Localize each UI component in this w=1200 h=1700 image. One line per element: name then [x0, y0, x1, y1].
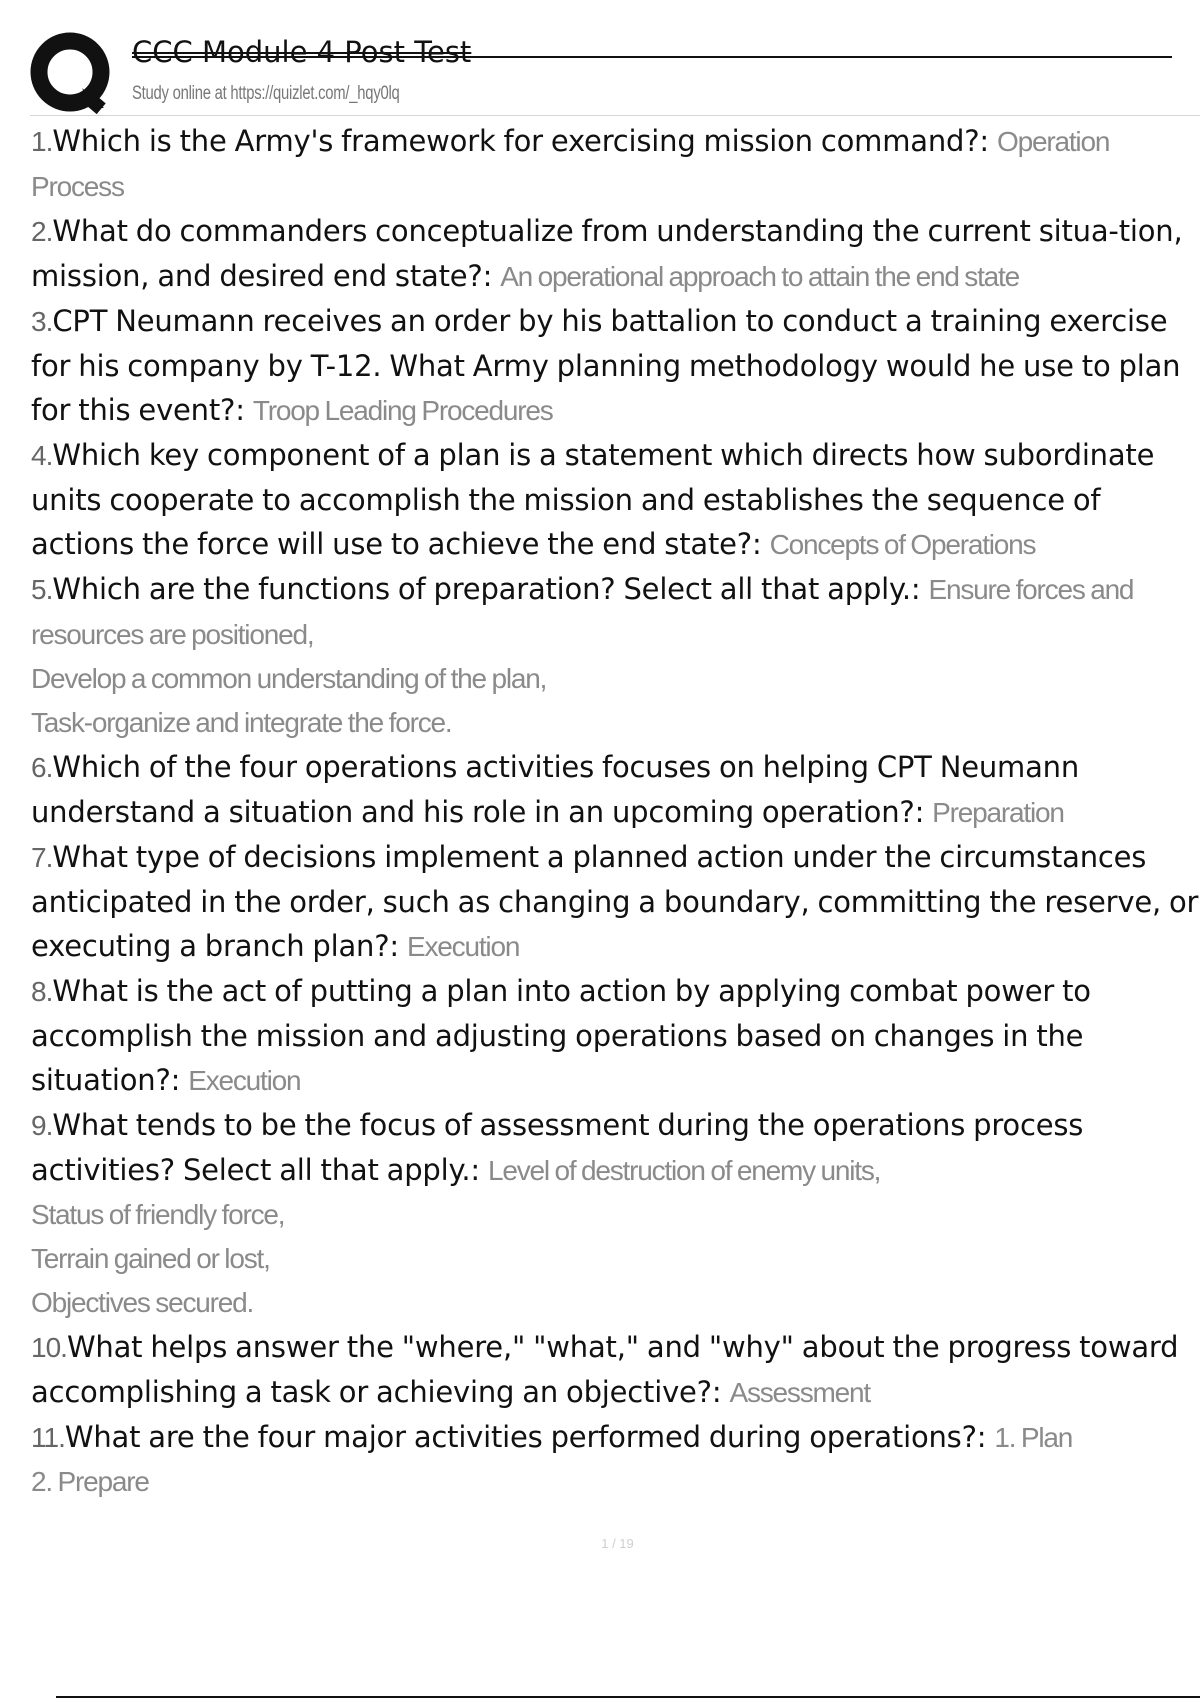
question-number: 4.: [31, 440, 53, 471]
answer-text: Objectives secured.: [31, 1287, 254, 1318]
answer-text: Terrain gained or lost,: [31, 1243, 270, 1274]
answer-text: Execution: [188, 1065, 301, 1096]
quizlet-logo-icon: [30, 32, 142, 118]
answer-text: An operational approach to attain the end state: [500, 261, 1020, 292]
question-item: [31, 119, 1200, 209]
answer-text: Ensure forces and resources are positioned,: [31, 574, 1134, 650]
question-item: [31, 1325, 1200, 1415]
question-number: 7.: [31, 842, 53, 873]
question-number: 10.: [31, 1332, 67, 1363]
answer-text: 1. Plan: [994, 1422, 1073, 1453]
answer-text: Status of friendly force,: [31, 1199, 285, 1230]
answer-text: 2. Prepare: [31, 1466, 149, 1497]
answer-text: Task-organize and integrate the force.: [31, 707, 452, 738]
answer-text: Level of destruction of enemy units,: [487, 1155, 881, 1186]
question-item: [31, 1415, 1200, 1504]
question-text: Which is the Army's framework for exercising mission command?:: [52, 124, 989, 158]
title-rule: [132, 56, 1172, 58]
question-text: What tends to be the focus of assessment during the operations process activities? Select all that apply.:: [31, 1108, 1084, 1187]
answer-text: Troop Leading Procedures: [252, 395, 553, 426]
question-number: 3.: [31, 306, 53, 337]
question-item: [31, 835, 1200, 969]
answer-text: Preparation: [932, 797, 1064, 828]
answer-text: Concepts of Operations: [769, 529, 1036, 560]
question-item: [31, 1103, 1200, 1325]
question-item: [31, 745, 1200, 835]
question-text: What is the act of putting a plan into action by applying combat power to accomplish the mission and adjusting operations based on changes in the situation?:: [31, 974, 1091, 1097]
question-item: [31, 209, 1200, 299]
question-text: What helps answer the "where," "what," and "why" about the progress toward accomplishing a task or achieving an objective?:: [31, 1330, 1179, 1409]
question-number: 6.: [31, 752, 53, 783]
question-number: 1.: [31, 126, 53, 157]
question-item: [31, 299, 1200, 433]
question-number: 11.: [31, 1422, 65, 1453]
answer-text: Operation Process: [31, 126, 1110, 202]
question-text: Which key component of a plan is a statement which directs how subordinate units cooperate to accomplish the mission and establishes the sequence of actions the force will use to achieve the end state?:: [31, 438, 1155, 561]
page-number: 1 / 19: [601, 1536, 634, 1551]
question-number: 2.: [31, 216, 53, 247]
document-header: [30, 26, 1200, 118]
question-item: [31, 969, 1200, 1103]
question-text: What do commanders conceptualize from understanding the current situa-tion, mission, and desired end state?:: [31, 214, 1183, 293]
study-online-link[interactable]: Study online at https://quizlet.com/_hqy0lq: [132, 83, 400, 104]
document-title: CCC Module 4 Post Test: [132, 35, 472, 69]
question-number: 9.: [31, 1110, 53, 1141]
question-item: [31, 433, 1200, 567]
question-text: Which are the functions of preparation? Select all that apply.:: [52, 572, 921, 606]
question-item: [31, 567, 1200, 745]
footer-divider: [56, 1696, 1200, 1698]
answer-text: Develop a common understanding of the plan,: [31, 663, 547, 694]
answer-text: Assessment: [729, 1377, 870, 1408]
question-text: What type of decisions implement a planned action under the circumstances anticipated in the order, such as changing a boundary, committing the reserve, or executing a branch plan?:: [31, 840, 1199, 963]
question-text: CPT Neumann receives an order by his battalion to conduct a training exercise for his company by T-12. What Army planning methodology would he use to plan for this event?:: [31, 304, 1181, 427]
question-number: 8.: [31, 976, 53, 1007]
question-number: 5.: [31, 574, 53, 605]
answer-text: Execution: [407, 931, 520, 962]
header-divider: [30, 115, 1200, 116]
question-text: What are the four major activities performed during operations?:: [64, 1420, 987, 1454]
question-list: [31, 119, 1200, 1504]
question-text: Which of the four operations activities focuses on helping CPT Neumann understand a situation and his role in an upcoming operation?:: [31, 750, 1080, 829]
